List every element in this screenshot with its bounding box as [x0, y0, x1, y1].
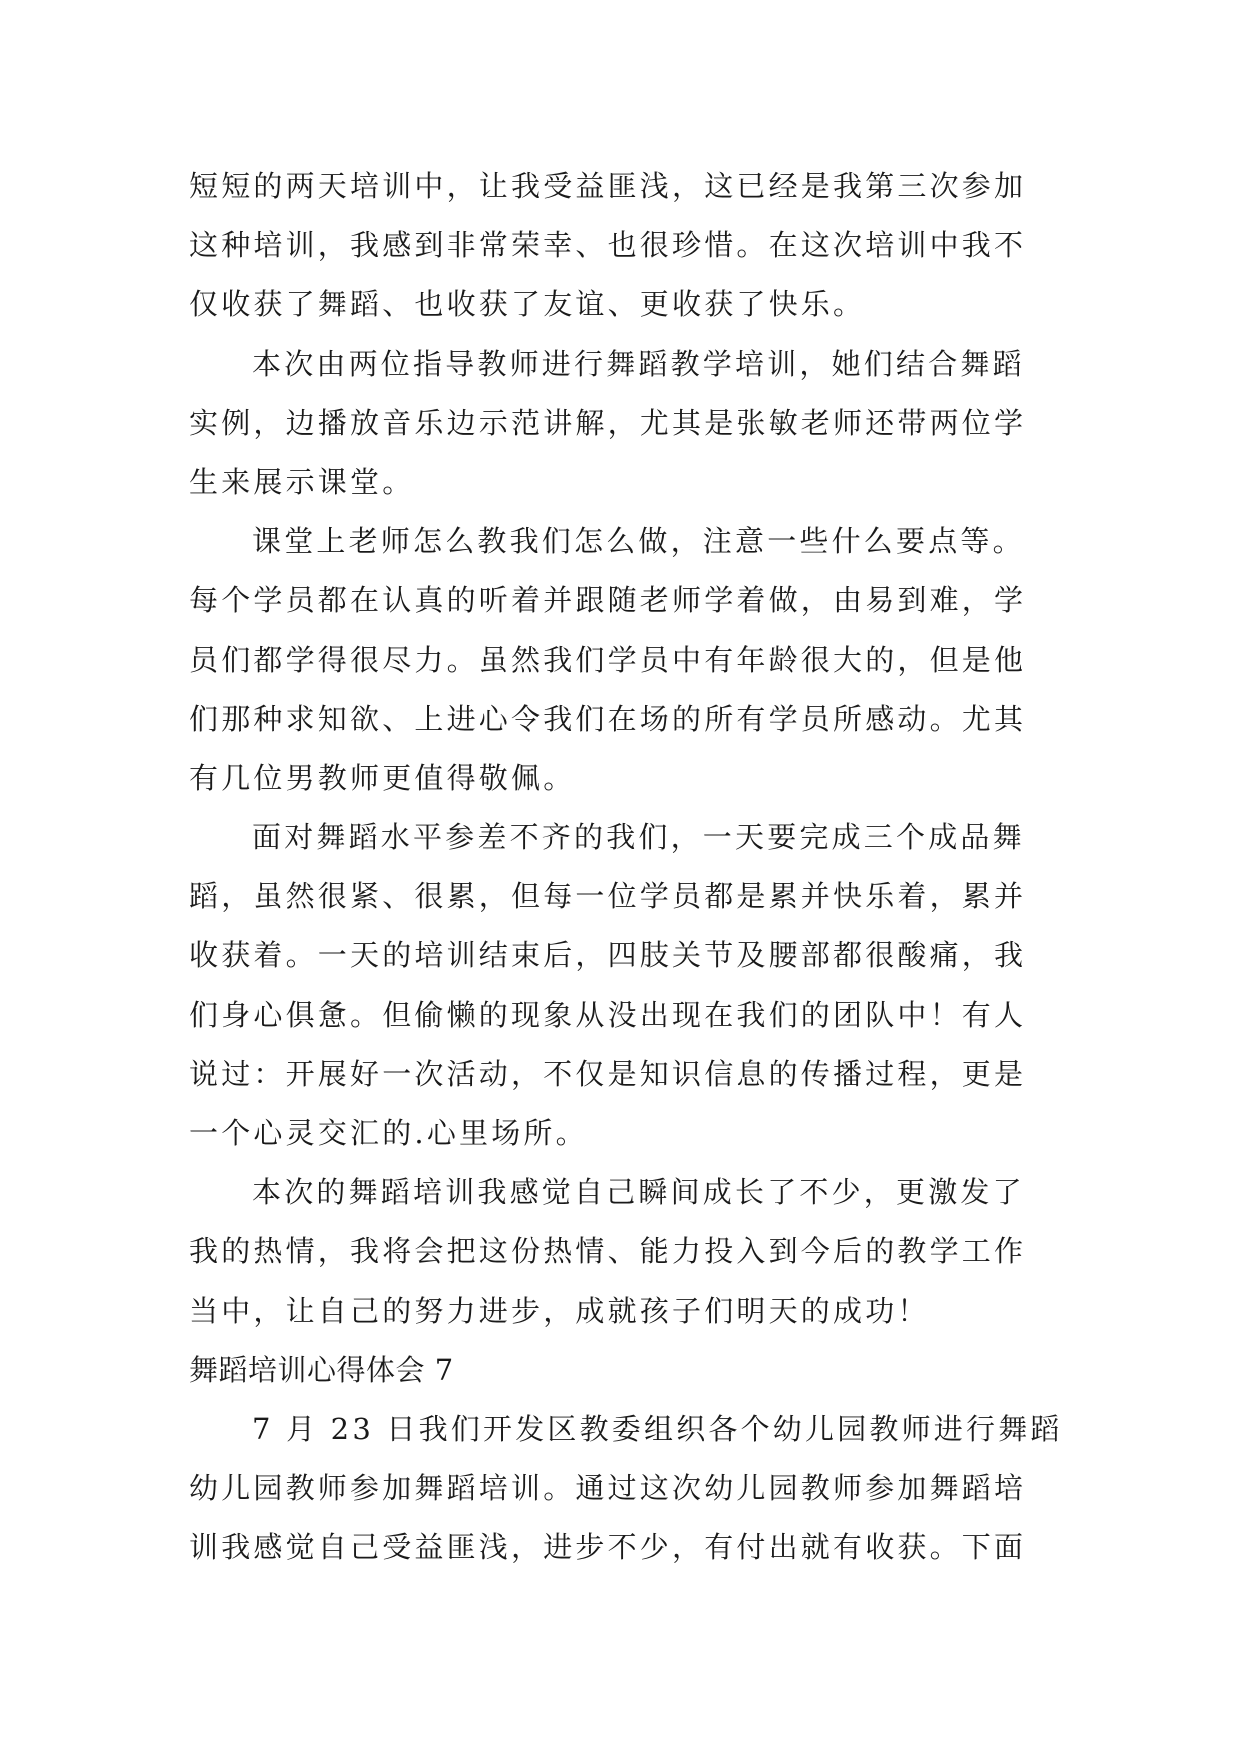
text-line: 收获着。一天的培训结束后，四肢关节及腰部都很酸痛，我 [189, 938, 1027, 973]
text-line: 当中，让自己的努力进步，成就孩子们明天的成功！ [189, 1293, 930, 1328]
document-body [189, 157, 1069, 1578]
text-line: 有几位男教师更值得敬佩。 [189, 760, 576, 795]
text-line: 员们都学得很尽力。虽然我们学员中有年龄很大的，但是他 [189, 642, 1027, 677]
text-line: 仅收获了舞蹈、也收获了友谊、更收获了快乐。 [189, 287, 866, 322]
text-line: 幼儿园教师参加舞蹈培训。通过这次幼儿园教师参加舞蹈培 [189, 1471, 1027, 1506]
text-line: 这种培训，我感到非常荣幸、也很珍惜。在这次培训中我不 [189, 228, 1027, 263]
paragraph-first-line: 本次由两位指导教师进行舞蹈教学培训，她们结合舞蹈 [252, 346, 1025, 381]
text-line: 说过：开展好一次活动，不仅是知识信息的传播过程，更是 [189, 1056, 1027, 1091]
text-line: 训我感觉自己受益匪浅，进步不少，有付出就有收获。下面 [189, 1530, 1027, 1565]
text-line: 实例，边播放音乐边示范讲解，尤其是张敏老师还带两位学 [189, 405, 1027, 440]
text-line: 短短的两天培训中，让我受益匪浅，这已经是我第三次参加 [189, 169, 1027, 203]
paragraph-first-line: 本次的舞蹈培训我感觉自己瞬间成长了不少，更激发了 [252, 1175, 1025, 1210]
paragraph-first-line: 课堂上老师怎么教我们怎么做，注意一些什么要点等。 [252, 524, 1025, 559]
paragraph-first-line: 面对舞蹈水平参差不齐的我们，一天要完成三个成品舞 [252, 820, 1025, 855]
text-line: 们身心俱惫。但偷懒的现象从没出现在我们的团队中！有人 [189, 997, 1027, 1032]
text-line: 我的热情，我将会把这份热情、能力投入到今后的教学工作 [189, 1234, 1027, 1269]
section-heading: 舞蹈培训心得体会 7 [189, 1352, 454, 1387]
paragraph-first-line: 7 月 23 日我们开发区教委组织各个幼儿园教师进行舞蹈 [252, 1411, 1063, 1446]
text-line: 一个心灵交汇的.心里场所。 [189, 1116, 588, 1150]
text-line: 蹈，虽然很紧、很累，但每一位学员都是累并快乐着，累并 [189, 879, 1027, 914]
text-line: 生来展示课堂。 [189, 464, 415, 499]
text-line: 们那种求知欲、上进心令我们在场的所有学员所感动。尤其 [189, 701, 1027, 736]
text-line: 每个学员都在认真的听着并跟随老师学着做，由易到难，学 [189, 583, 1027, 618]
